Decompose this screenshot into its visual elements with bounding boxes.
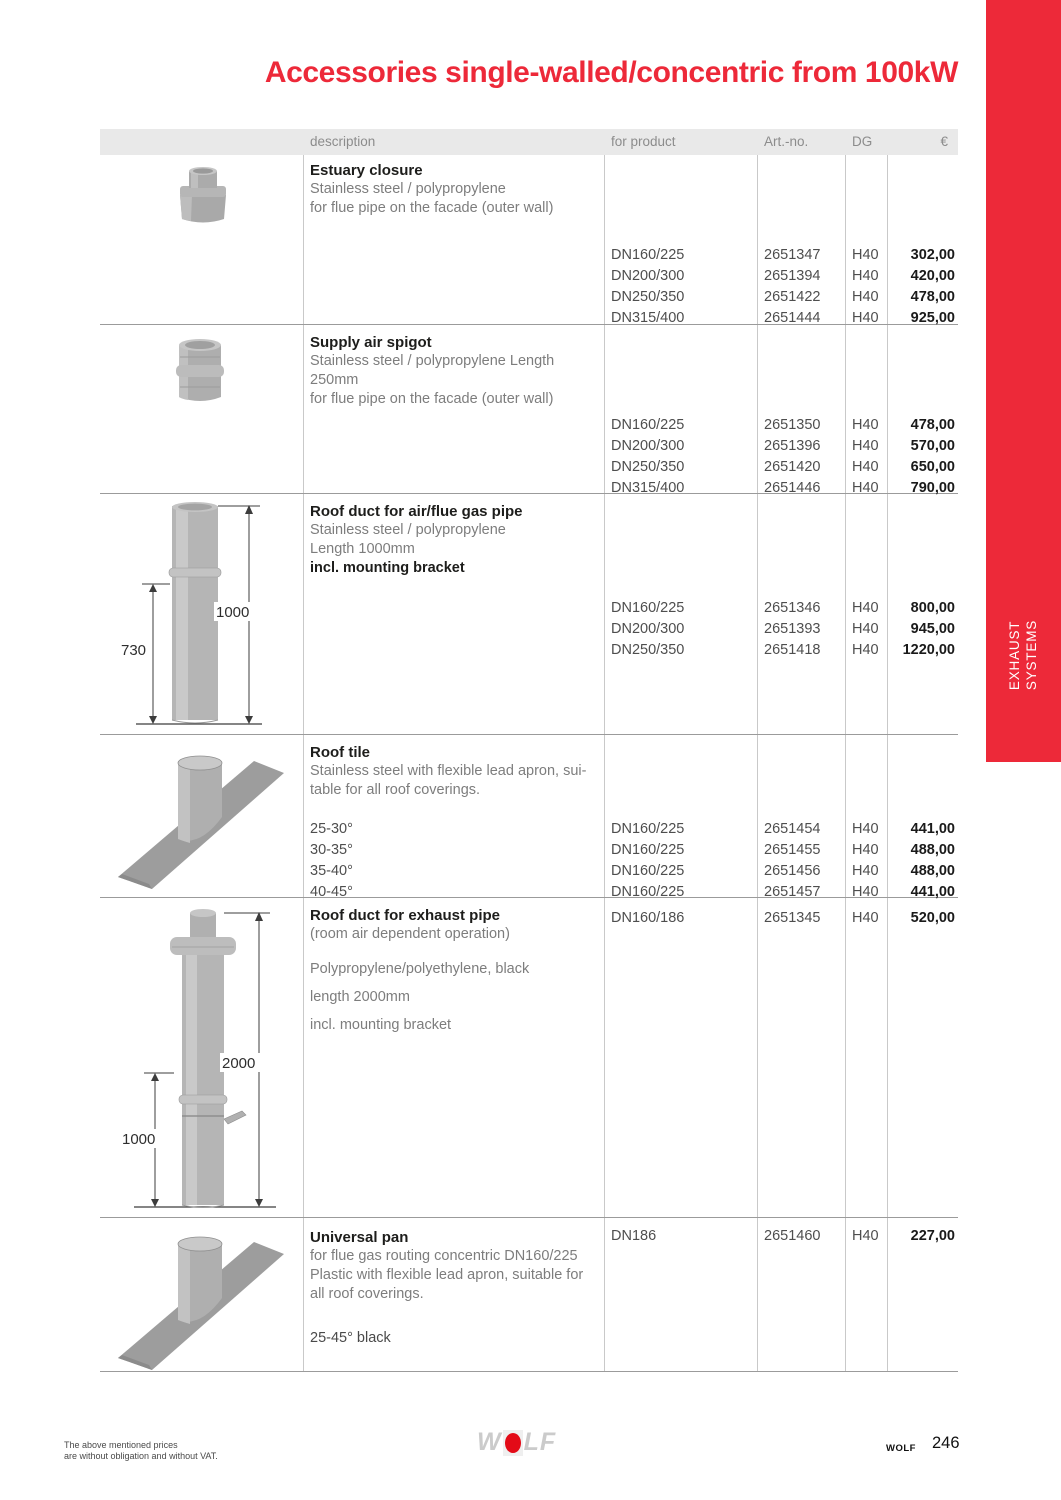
cell-price: 441,00 (910, 884, 955, 900)
product-section-universal-pan (100, 1218, 958, 1372)
cell-price: 478,00 (910, 417, 955, 433)
cell-for-product: DN160/225 (611, 842, 685, 858)
cell-art-no: 2651345 (764, 910, 821, 926)
product-desc-line: Stainless steel with flexible lead apron, sui- (310, 763, 587, 779)
dimension-label-730: 730 (121, 642, 147, 659)
cell-for-product: DN315/400 (611, 480, 685, 496)
cell-variant: 40-45° (310, 884, 353, 900)
table-row (100, 642, 958, 663)
product-desc-line: all roof coverings. (310, 1286, 424, 1302)
table-row (100, 438, 958, 459)
product-desc-line: for flue pipe on the facade (outer wall) (310, 391, 554, 407)
cell-price: 302,00 (910, 247, 955, 263)
cell-price: 520,00 (910, 910, 955, 926)
product-desc-line: Stainless steel / polypropylene Length (310, 353, 555, 369)
cell-for-product: DN160/225 (611, 417, 685, 433)
product-title: Estuary closure (310, 162, 423, 179)
cell-dg: H40 (852, 621, 879, 637)
footer-disclaimer (64, 1440, 218, 1462)
accessories-table (100, 129, 958, 1372)
table-row (100, 821, 958, 842)
wolf-logo-w: W (477, 1428, 502, 1456)
cell-dg: H40 (852, 910, 879, 926)
cell-dg: H40 (852, 821, 879, 837)
cell-dg: H40 (852, 247, 879, 263)
cell-price: 478,00 (910, 289, 955, 305)
cell-for-product: DN160/186 (611, 910, 685, 926)
side-tab (986, 570, 1061, 740)
table-row (100, 268, 958, 289)
product-desc-line: for flue pipe on the facade (outer wall) (310, 200, 554, 216)
cell-for-product: DN200/300 (611, 438, 685, 454)
header-currency: € (940, 134, 948, 149)
table-row (100, 1228, 958, 1249)
cell-price: 650,00 (910, 459, 955, 475)
cell-for-product: DN250/350 (611, 459, 685, 475)
cell-dg: H40 (852, 289, 879, 305)
wolf-logo-lf: LF (523, 1428, 557, 1456)
cell-dg: H40 (852, 310, 879, 326)
cell-art-no: 2651454 (764, 821, 821, 837)
cell-dg: H40 (852, 884, 879, 900)
product-section-roof-duct-air-flue (100, 494, 958, 735)
table-row (100, 600, 958, 621)
dimension-label-2000: 2000 (222, 1055, 256, 1072)
cell-art-no: 2651350 (764, 417, 821, 433)
cell-art-no: 2651347 (764, 247, 821, 263)
cell-for-product: DN160/225 (611, 884, 685, 900)
product-desc-line: length 2000mm (310, 989, 410, 1005)
page-title: Accessories single-walled/concentric from 100kW (264, 56, 958, 89)
table-row (100, 621, 958, 642)
footer-disclaimer-line1: The above mentioned prices (64, 1440, 178, 1450)
cell-price: 945,00 (910, 621, 955, 637)
product-section-supply-air-spigot (100, 325, 958, 494)
cell-art-no: 2651457 (764, 884, 821, 900)
cell-for-product: DN160/225 (611, 863, 685, 879)
product-desc-line: Stainless steel / polypropylene (310, 522, 506, 538)
cell-price: 570,00 (910, 438, 955, 454)
cell-price: 420,00 (910, 268, 955, 284)
table-row (100, 459, 958, 480)
dimension-label-1000: 1000 (216, 604, 250, 621)
cell-variant: 35-40° (310, 863, 353, 879)
product-section-roof-duct-exhaust (100, 898, 958, 1218)
cell-price: 488,00 (910, 863, 955, 879)
cell-art-no: 2651455 (764, 842, 821, 858)
cell-dg: H40 (852, 417, 879, 433)
cell-for-product: DN160/225 (611, 821, 685, 837)
page-number: 246 (932, 1434, 960, 1452)
product-title: Roof tile (310, 744, 370, 761)
supply-air-spigot-image (173, 335, 227, 412)
product-desc-line: (room air dependent operation) (310, 926, 510, 942)
cell-for-product: DN315/400 (611, 310, 685, 326)
exhaust-systems-side-bar (986, 0, 1061, 762)
cell-art-no: 2651456 (764, 863, 821, 879)
product-section-estuary-closure (100, 155, 958, 325)
cell-dg: H40 (852, 842, 879, 858)
product-desc-line: Stainless steel / polypropylene (310, 181, 506, 197)
cell-art-no: 2651394 (764, 268, 821, 284)
product-title: Universal pan (310, 1229, 409, 1246)
product-title: Roof duct for air/flue gas pipe (310, 503, 523, 520)
wolf-logo-red-dot (505, 1433, 521, 1453)
cell-for-product: DN160/225 (611, 247, 685, 263)
product-section-roof-tile (100, 735, 958, 898)
table-row (100, 247, 958, 268)
cell-for-product: DN250/350 (611, 289, 685, 305)
cell-for-product: DN200/300 (611, 268, 685, 284)
cell-dg: H40 (852, 642, 879, 658)
wolf-logo-o-icon (503, 1430, 523, 1456)
table-header-row (100, 129, 958, 155)
cell-for-product: DN250/350 (611, 642, 685, 658)
cell-for-product: DN200/300 (611, 621, 685, 637)
side-tab-line2: SYSTEMS (1024, 619, 1040, 691)
cell-art-no: 2651418 (764, 642, 821, 658)
table-row (100, 910, 958, 931)
cell-art-no: 2651346 (764, 600, 821, 616)
cell-for-product: DN186 (611, 1228, 657, 1244)
cell-dg: H40 (852, 438, 879, 454)
cell-art-no: 2651422 (764, 289, 821, 305)
cell-dg: H40 (852, 600, 879, 616)
cell-price: 790,00 (910, 480, 955, 496)
product-title: Supply air spigot (310, 334, 432, 351)
cell-art-no: 2651444 (764, 310, 821, 326)
cell-price: 1220,00 (902, 642, 955, 658)
product-desc-line: incl. mounting bracket (310, 1017, 452, 1033)
product-desc-line: Plastic with flexible lead apron, suitable for (310, 1267, 584, 1283)
header-dg: DG (852, 134, 873, 149)
cell-price: 800,00 (910, 600, 955, 616)
cell-art-no: 2651460 (764, 1228, 821, 1244)
cell-art-no: 2651446 (764, 480, 821, 496)
cell-variant: 25-30° (310, 821, 353, 837)
cell-price: 488,00 (910, 842, 955, 858)
cell-price: 925,00 (910, 310, 955, 326)
table-row (100, 289, 958, 310)
table-row (100, 842, 958, 863)
table-row (100, 863, 958, 884)
cell-for-product: DN160/225 (611, 600, 685, 616)
product-desc-line: table for all roof coverings. (310, 782, 481, 798)
cell-dg: H40 (852, 268, 879, 284)
footer-disclaimer-line2: are without obligation and without VAT. (64, 1451, 218, 1461)
cell-dg: H40 (852, 863, 879, 879)
product-desc-bold-note: incl. mounting bracket (310, 560, 465, 576)
wolf-logo (477, 1428, 556, 1457)
side-tab-line1: EXHAUST (1007, 620, 1023, 691)
footer-brand: WOLF (886, 1443, 916, 1454)
header-art-no: Art.-no. (764, 134, 809, 149)
cell-dg: H40 (852, 480, 879, 496)
cell-dg: H40 (852, 459, 879, 475)
table-row (100, 417, 958, 438)
cell-art-no: 2651420 (764, 459, 821, 475)
product-desc-line: Length 1000mm (310, 541, 415, 557)
product-desc-line: for flue gas routing concentric DN160/225 (310, 1248, 578, 1264)
header-description: description (310, 134, 376, 149)
estuary-closure-image (172, 165, 234, 230)
header-for-product: for product (611, 134, 676, 149)
product-title: Roof duct for exhaust pipe (310, 907, 501, 924)
cell-variant: 30-35° (310, 842, 353, 858)
product-desc-line: 250mm (310, 372, 359, 388)
product-desc-line: Polypropylene/polyethylene, black (310, 961, 530, 977)
dimension-label-1000: 1000 (122, 1131, 156, 1148)
cell-art-no: 2651396 (764, 438, 821, 454)
variant-note: 25-45° black (310, 1330, 391, 1346)
cell-price: 441,00 (910, 821, 955, 837)
cell-dg: H40 (852, 1228, 879, 1244)
cell-price: 227,00 (910, 1228, 955, 1244)
roof-duct-exhaust-image (108, 903, 298, 1220)
cell-art-no: 2651393 (764, 621, 821, 637)
